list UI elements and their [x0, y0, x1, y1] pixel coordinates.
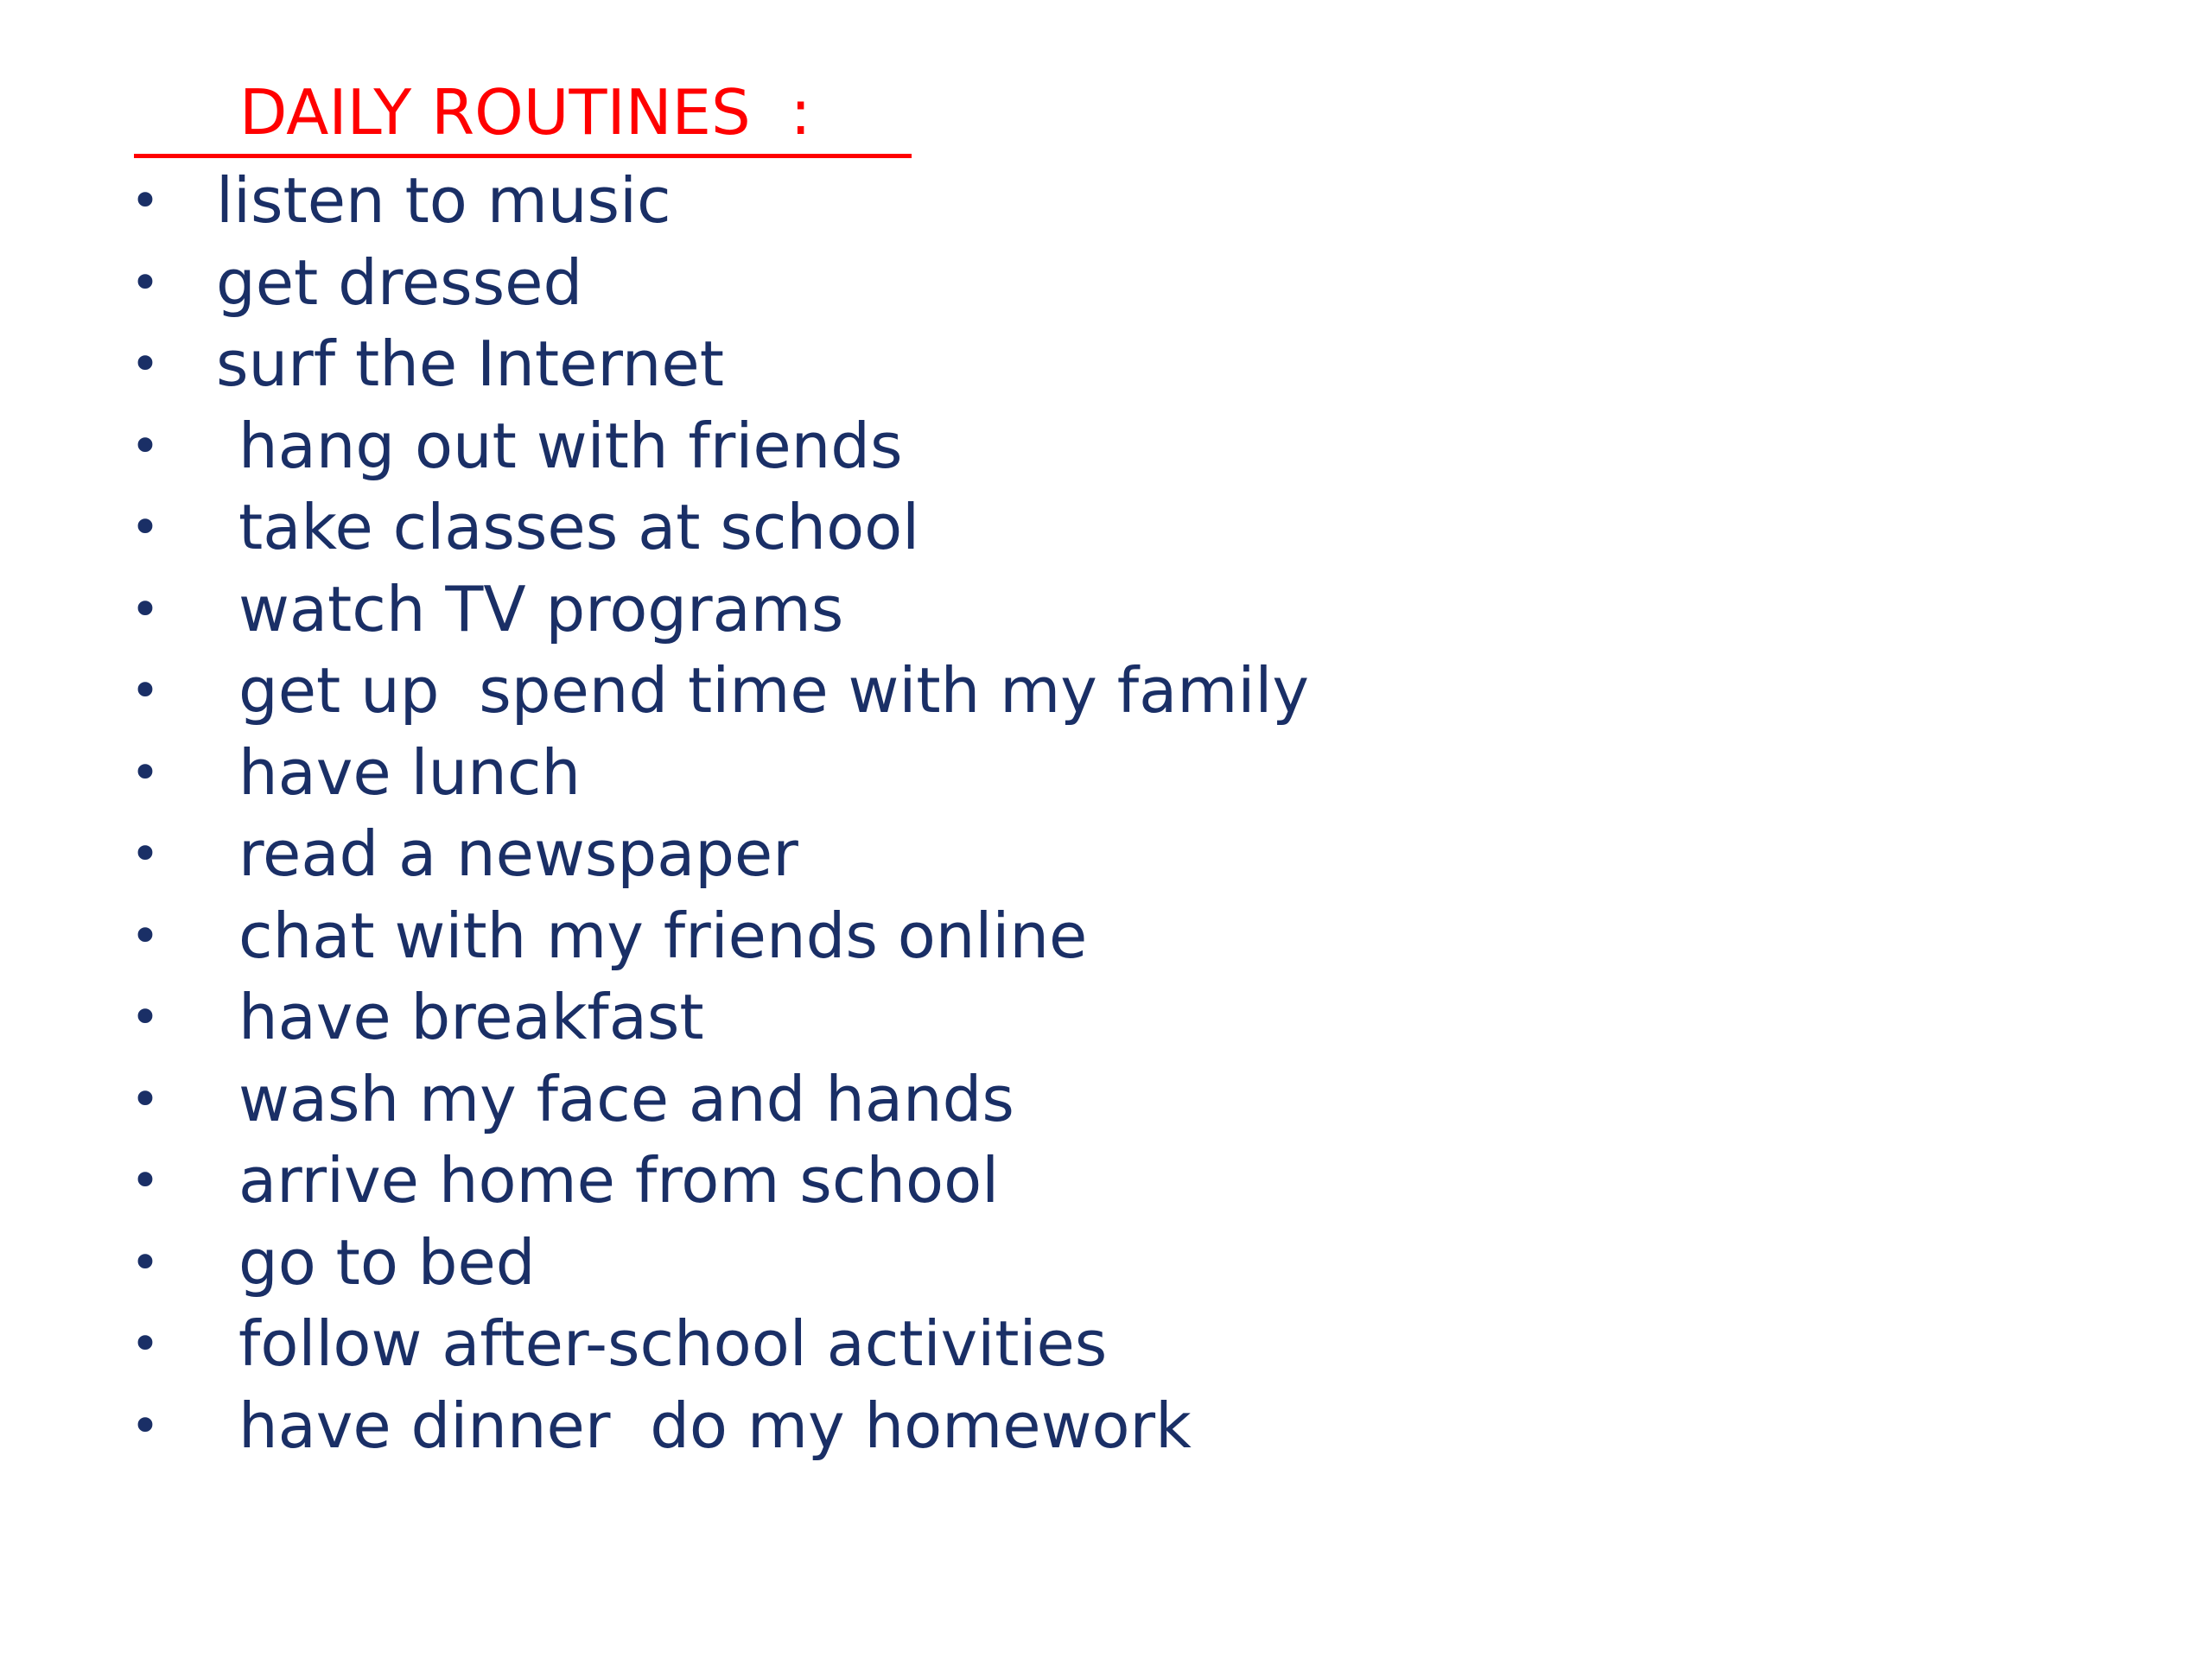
title-underline: [134, 71, 912, 158]
routine-text: get dressed: [216, 245, 583, 319]
bullet-icon: •: [130, 1395, 161, 1455]
routine-text: go to bed: [238, 1225, 536, 1299]
bullet-icon: •: [130, 1069, 161, 1128]
routine-text: arrive home from school: [238, 1144, 1000, 1217]
routine-text: hang out with friends: [238, 409, 903, 482]
bullet-icon: •: [130, 252, 161, 312]
routine-text: watch TV programs: [238, 572, 844, 645]
bullet-icon: •: [130, 498, 161, 556]
routine-text: have lunch: [238, 735, 582, 809]
routine-text: have breakfast: [238, 981, 704, 1053]
routine-text: read a newspaper: [238, 817, 798, 890]
page-title: DAILY ROUTINES :: [239, 76, 811, 149]
bullet-icon: •: [130, 334, 161, 393]
bullet-icon: •: [130, 1151, 161, 1210]
bullet-icon: •: [130, 661, 161, 720]
routine-text: chat with my friends online: [238, 899, 1088, 972]
routine-text: take classes at school: [238, 491, 920, 563]
bullet-icon: •: [130, 906, 161, 965]
routine-text: surf the Internet: [216, 327, 724, 400]
routine-text: listen to music: [216, 164, 671, 237]
routine-text: get up spend time with my family: [238, 654, 1310, 727]
bullet-icon: •: [130, 1232, 161, 1292]
routine-text: follow after-school activities: [238, 1307, 1108, 1380]
bullet-icon: •: [130, 988, 161, 1046]
routine-text: wash my face and hands: [238, 1062, 1014, 1135]
bullet-icon: •: [130, 171, 161, 230]
bullet-icon: •: [130, 579, 161, 639]
bullet-icon: •: [130, 824, 161, 883]
bullet-icon: •: [130, 416, 161, 475]
routine-text: have dinner do my homework: [238, 1389, 1192, 1462]
bullet-icon: •: [130, 1314, 161, 1373]
bullet-icon: •: [130, 742, 161, 802]
